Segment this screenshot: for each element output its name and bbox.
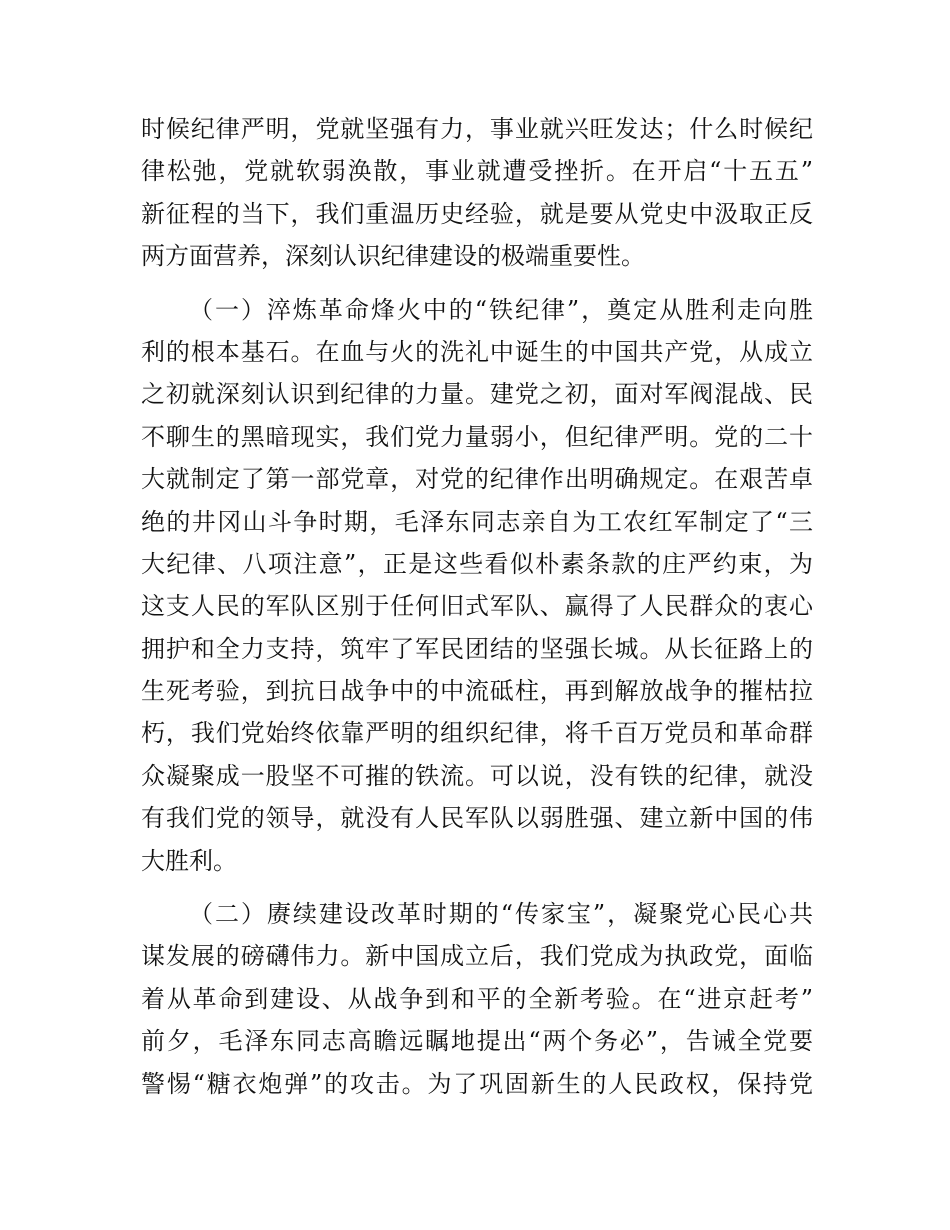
text-line: 谋发展的磅礴伟力。新中国成立后，我们党成为执政党，面临 <box>141 942 813 971</box>
body-text <box>141 108 813 1105</box>
text-line: 之初就深刻认识到纪律的力量。建党之初，面对军阀混战、民 <box>141 380 813 409</box>
text-line: 众凝聚成一股坚不可摧的铁流。可以说，没有铁的纪律，就没 <box>141 761 813 790</box>
text-line: 不聊生的黑暗现实，我们党力量弱小，但纪律严明。党的二十 <box>141 422 813 451</box>
text-line: 利的根本基石。在血与火的洗礼中诞生的中国共产党，从成立 <box>141 337 813 366</box>
text-line: 律松弛，党就软弱涣散，事业就遭受挫折。在开启“十五五” <box>141 157 813 186</box>
text-line: 有我们党的领导，就没有人民军队以弱胜强、建立新中国的伟 <box>141 804 813 833</box>
section-heading-line: （二）赓续建设改革时期的“传家宝”，凝聚党心民心共 <box>189 900 813 929</box>
text-line: 前夕，毛泽东同志高瞻远瞩地提出“两个务必”，告诫全党要 <box>141 1027 813 1056</box>
text-line: 这支人民的军队区别于任何旧式军队、赢得了人民群众的衷心 <box>141 592 813 621</box>
text-line: 警惕“糖衣炮弹”的攻击。为了巩固新生的人民政权，保持党 <box>141 1069 813 1098</box>
text-line: 大胜利。 <box>141 846 237 875</box>
text-line: 新征程的当下，我们重温历史经验，就是要从党史中汲取正反 <box>141 199 813 228</box>
text-line: 生死考验，到抗日战争中的中流砥柱，再到解放战争的摧枯拉 <box>141 677 813 706</box>
text-line: 大纪律、八项注意”，正是这些看似朴素条款的庄严约束，为 <box>141 549 813 578</box>
text-line: 两方面营养，深刻认识纪律建设的极端重要性。 <box>141 242 645 271</box>
text-line: 拥护和全力支持，筑牢了军民团结的坚强长城。从长征路上的 <box>141 634 813 663</box>
text-line: 着从革命到建设、从战争到和平的全新考验。在“进京赶考” <box>141 984 813 1013</box>
paragraph-section-1 <box>141 289 813 882</box>
text-line: 时候纪律严明，党就坚强有力，事业就兴旺发达；什么时候纪 <box>141 115 813 143</box>
section-heading-line: （一）淬炼革命烽火中的“铁纪律”，奠定从胜利走向胜 <box>189 295 813 324</box>
paragraph-gap <box>141 278 813 289</box>
paragraph-gap <box>141 882 813 893</box>
paragraph-intro <box>141 108 813 278</box>
text-line: 朽，我们党始终依靠严明的组织纪律，将千百万党员和革命群 <box>141 719 813 748</box>
text-line: 绝的井冈山斗争时期，毛泽东同志亲自为工农红军制定了“三 <box>141 507 813 536</box>
text-line: 大就制定了第一部党章，对党的纪律作出明确规定。在艰苦卓 <box>141 465 813 494</box>
paragraph-section-2 <box>141 893 813 1105</box>
